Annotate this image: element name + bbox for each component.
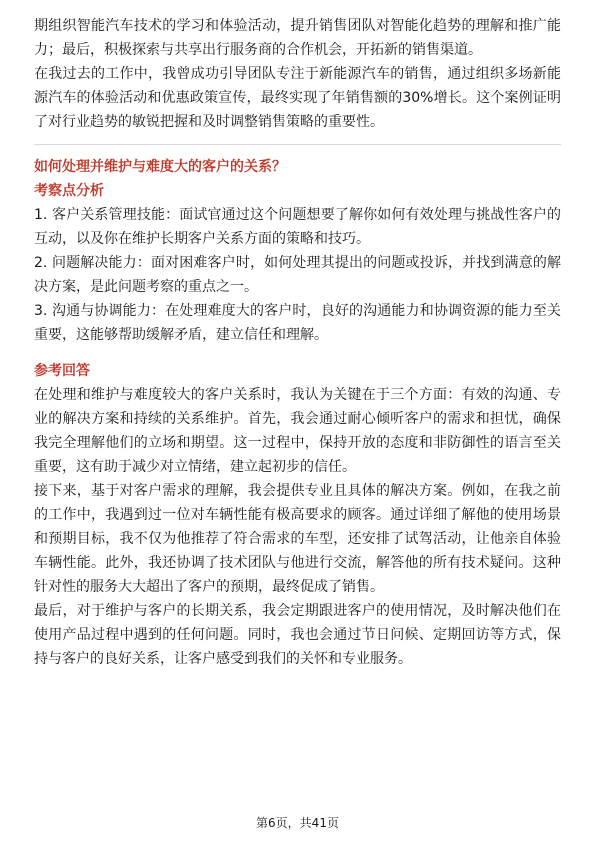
analysis-title: 考察点分析	[34, 183, 104, 199]
section-divider	[34, 144, 561, 145]
spacer	[34, 347, 561, 359]
answer-paragraph-2: 接下来，基于对客户需求的理解，我会提供专业且具体的解决方案。例如，在我之前的工作中，我遇到过一位对车辆性能有极高要求的顾客。通过详细了解他的使用场景和预期目标，我不仅为他推荐了符合需求的车型，还安排了试驾活动，让他亲自体验车辆性能。此外，我还协调了技术团队与他进行交流，解答他的所有技术疑问。这种针对性的服务大大超出了客户的预期，最终促成了销售。	[34, 483, 561, 595]
answer-paragraph-1: 在处理和维护与难度较大的客户关系时，我认为关键在于三个方面：有效的沟通、专业的解决方案和持续的关系维护。首先，我会通过耐心倾听客户的需求和担忧，确保我完全理解他们的立场和期望。这一过程中，保持开放的态度和非防御性的语言至关重要，这有助于减少对立情绪，建立起初步的信任。	[34, 387, 561, 475]
analysis-item-1: 1. 客户关系管理技能：面试官通过这个问题想要了解你如何有效处理与挑战性客户的互动，以及你在维护长期客户关系方面的策略和技巧。	[34, 207, 561, 247]
analysis-item-3: 3. 沟通与协调能力：在处理难度大的客户时，良好的沟通能力和协调资源的能力至关重要，这能够帮助缓解矛盾，建立信任和理解。	[34, 303, 561, 343]
answer-paragraph-3: 最后，对于维护与客户的长期关系，我会定期跟进客户的使用情况，及时解决他们在使用产品过程中遇到的任何问题。同时，我也会通过节日问候、定期回访等方式，保持与客户的良好关系，让客户感受到我们的关怀和专业服务。	[34, 603, 561, 667]
answer-title: 参考回答	[34, 363, 90, 379]
intro-paragraph-2: 在我过去的工作中，我曾成功引导团队专注于新能源汽车的销售，通过组织多场新能源汽车的体验活动和优惠政策宣传，最终实现了年销售额的30%增长。这个案例证明了对行业趋势的敏锐把握和及时调整销售策略的重要性。	[34, 66, 561, 130]
question-heading: 如何处理并维护与难度大的客户的关系？	[34, 159, 286, 175]
analysis-item-2: 2. 问题解决能力：面对困难客户时，如何处理其提出的问题或投诉，并找到满意的解决方案，是此问题考察的重点之一。	[34, 255, 561, 295]
document-page	[34, 14, 561, 671]
intro-paragraph-1: 期组织智能汽车技术的学习和体验活动，提升销售团队对智能化趋势的理解和推广能力；最后，积极探索与共享出行服务商的合作机会，开拓新的销售渠道。	[34, 18, 561, 58]
page-number: 第6页，共41页	[256, 816, 339, 830]
